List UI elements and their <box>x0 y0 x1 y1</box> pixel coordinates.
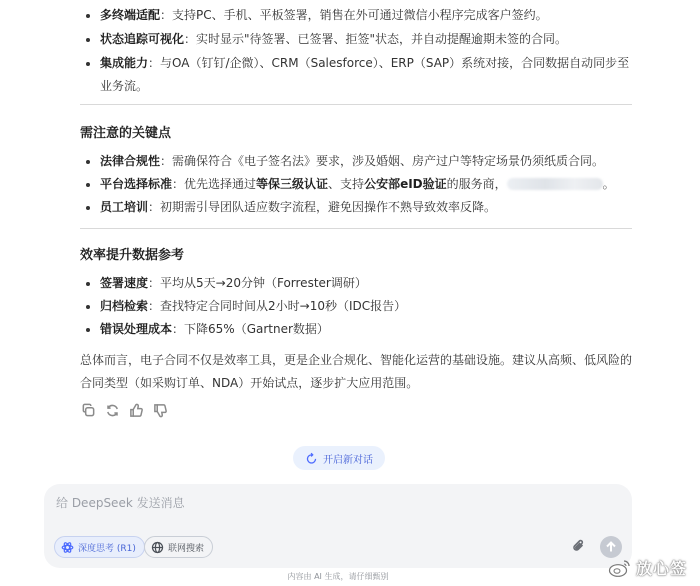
deep-think-toggle[interactable] <box>54 536 145 558</box>
summary-paragraph: 总体而言，电子合同不仅是效率工具，更是企业合规化、智能化运营的基础设施。建议从高频、低风险的合同类型（如采购订单、NDA）开始试点，逐步扩大应用范围。 <box>80 353 633 390</box>
ai-disclaimer: 内容由 AI 生成，请仔细甄别 <box>287 572 389 581</box>
message-actions <box>80 402 168 418</box>
section-heading-efficiency: 效率提升数据参考 <box>80 248 185 263</box>
new-chat-label: 开启新对话 <box>323 454 373 466</box>
watermark <box>608 556 687 579</box>
deep-think-label: 深度思考 (R1) <box>78 543 136 554</box>
list-item: 法律合规性：需确保符合《电子签名法》要求，涉及婚姻、房产过户等特定场景仍须纸质合同。 <box>80 150 632 173</box>
section-divider <box>80 228 632 229</box>
list-item: 错误处理成本：下降65%（Gartner数据） <box>80 318 632 341</box>
attach-icon[interactable] <box>571 538 589 556</box>
thumbs-down-icon[interactable] <box>152 402 168 418</box>
section-divider <box>80 104 632 105</box>
copy-icon[interactable] <box>80 402 96 418</box>
key-points-list <box>80 150 632 219</box>
new-chat-button[interactable] <box>293 446 385 470</box>
atom-icon <box>61 541 74 554</box>
list-item: 平台选择标准：优先选择通过等保三级认证、支持公安部eID验证的服务商， 。 <box>80 173 632 196</box>
arrow-up-icon <box>605 541 617 553</box>
thumbs-up-icon[interactable] <box>128 402 144 418</box>
list-item: 归档检索：查找特定合同时间从2小时→10秒（IDC报告） <box>80 295 632 318</box>
list-item: 状态追踪可视化：实时显示"待签署、已签署、拒签"状态，并自动提醒逾期未签的合同。 <box>80 28 632 51</box>
list-item: 签署速度：平均从5天→20分钟（Forrester调研） <box>80 272 632 295</box>
list-item: 员工培训：初期需引导团队适应数字流程，避免因操作不熟导致效率反降。 <box>80 196 632 219</box>
list-item: 多终端适配：支持PC、手机、平板签署，销售在外可通过微信小程序完成客户签约。 <box>80 4 632 27</box>
redacted-text <box>507 178 603 190</box>
watermark-text: 放心签 <box>636 559 688 578</box>
weibo-logo-icon <box>608 558 632 578</box>
globe-icon <box>151 541 164 554</box>
new-chat-icon <box>305 452 318 465</box>
send-button[interactable] <box>600 536 622 558</box>
efficiency-list <box>80 272 632 341</box>
message-input[interactable] <box>56 494 456 512</box>
section-heading-key-points: 需注意的关键点 <box>80 126 172 141</box>
web-search-label: 联网搜索 <box>168 543 205 554</box>
web-search-toggle[interactable] <box>144 536 213 558</box>
feature-list <box>80 4 632 99</box>
regenerate-icon[interactable] <box>104 402 120 418</box>
list-item: 集成能力：与OA（钉钉/企微）、CRM（Salesforce）、ERP（SAP）系统对接，合同数据自动同步至业务流。 <box>80 52 632 98</box>
